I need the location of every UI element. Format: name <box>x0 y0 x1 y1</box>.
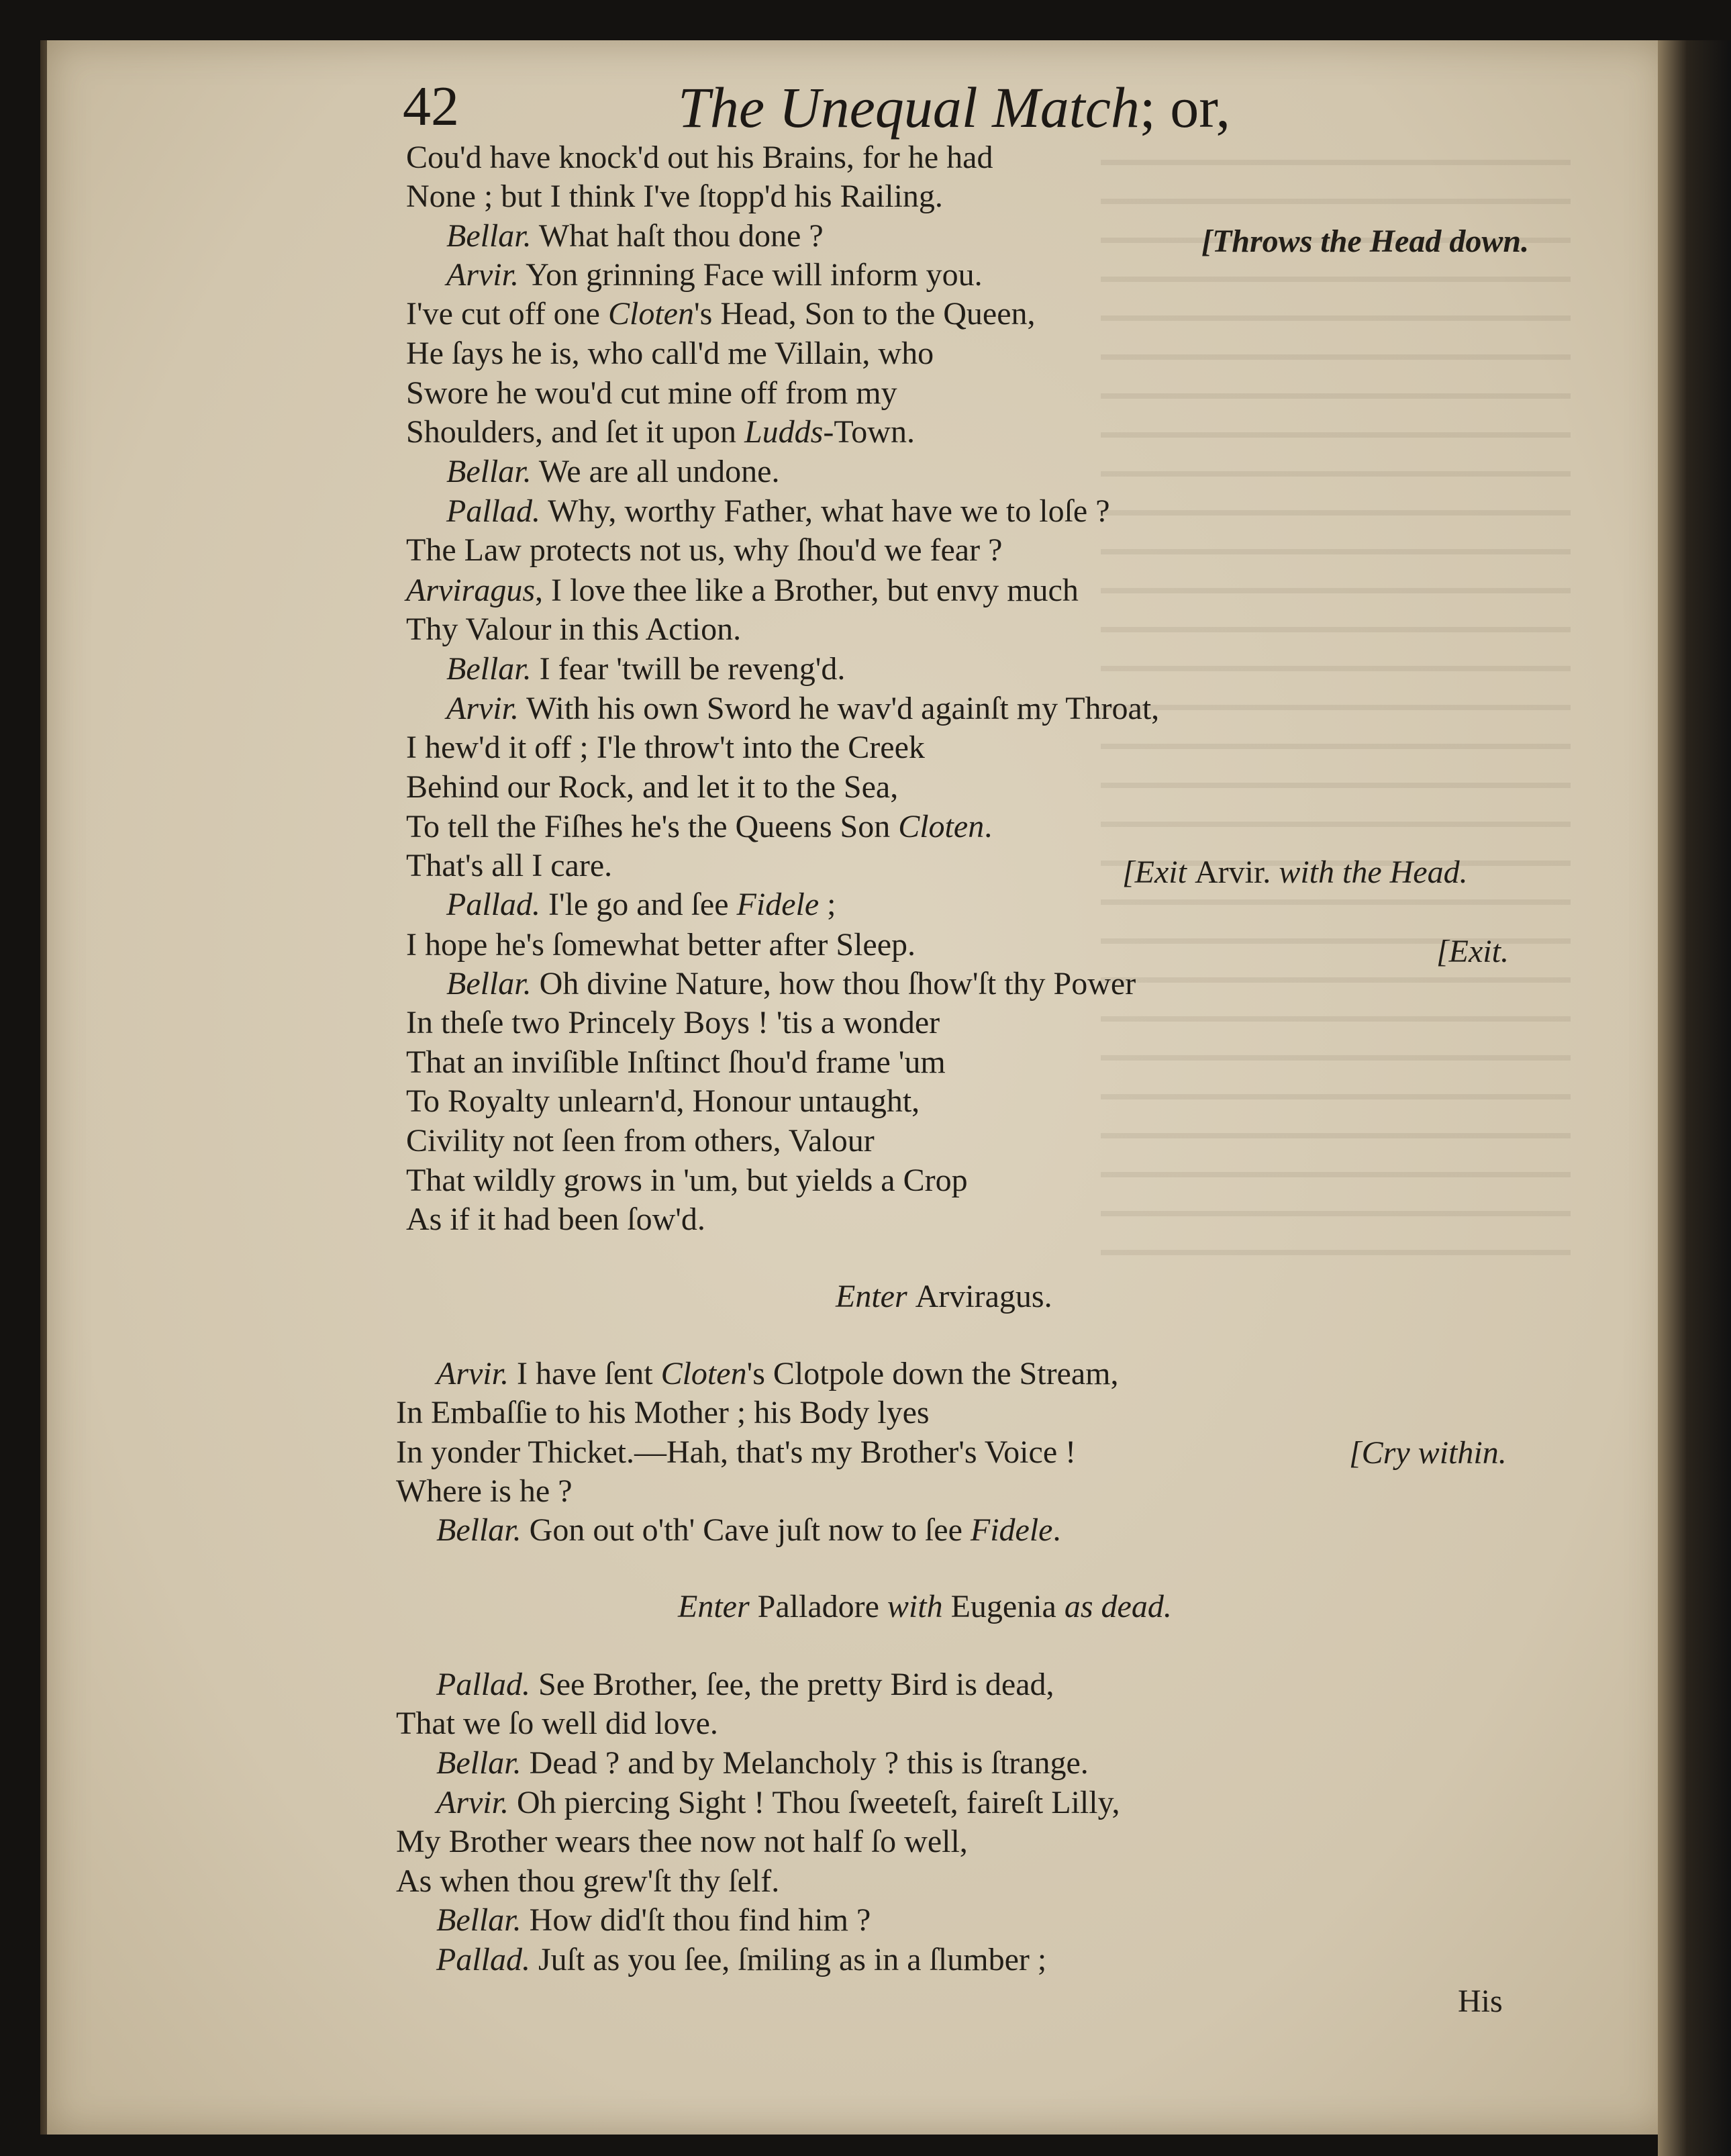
speaker-name: Arvir. <box>446 257 519 293</box>
text-line <box>406 846 612 886</box>
line-text: Shoulders, and ſet it upon <box>406 414 744 450</box>
text-line <box>406 1199 705 1240</box>
book-right-edge <box>1658 40 1731 2156</box>
text-line <box>446 649 845 689</box>
text-line <box>406 571 1079 611</box>
text-line <box>436 1783 1120 1823</box>
line-text: As when thou grew'ſt thy ſelf. <box>396 1863 780 1899</box>
text-line <box>406 1081 920 1122</box>
line-text: Gon out o'th' Cave juſt now to ſee <box>529 1512 971 1548</box>
text-line <box>436 1354 1119 1394</box>
text-line <box>446 216 824 256</box>
text-line <box>446 964 1136 1004</box>
line-text: He ſays he is, who call'd me Villain, who <box>406 336 934 371</box>
text-line <box>406 1121 875 1161</box>
text-line <box>436 1743 1089 1783</box>
line-text: That we ſo well did love. <box>396 1706 718 1741</box>
text-line <box>406 728 925 768</box>
line-text: To Royalty unlearn'd, Honour untaught, <box>406 1083 920 1119</box>
line-text: , I love thee like a Brother, but envy much <box>535 573 1079 608</box>
text-line <box>406 138 993 178</box>
line-text: Cou'd have knock'd out his Brains, for he had <box>406 140 993 175</box>
stage-direction-cry-within: [Cry within. <box>1349 1435 1507 1471</box>
speaker-name: Bellar. <box>436 1512 522 1548</box>
italic-name: Cloten <box>898 809 985 844</box>
text-line <box>396 1393 930 1433</box>
text-line <box>406 1003 940 1043</box>
line-text: Juſt as you ſee, ſmiling as in a ſlumber ; <box>538 1942 1047 1977</box>
line-text: None ; but I think I've ſtopp'd his Railing. <box>406 179 943 214</box>
italic-name: Ludds <box>744 414 824 450</box>
text-line <box>406 294 1036 334</box>
page-number: 42 <box>403 75 459 138</box>
speaker-name: Bellar. <box>436 1902 522 1938</box>
text-line <box>436 1510 1060 1551</box>
line-text: See Brother, ſee, the pretty Bird is dead, <box>538 1667 1054 1702</box>
text-line <box>406 925 916 965</box>
speaker-name: Arvir. <box>436 1785 509 1820</box>
line-text: I hew'd it off ; I'le throw't into the Creek <box>406 730 925 765</box>
running-title-main: The Unequal Match <box>678 75 1140 140</box>
line-text: . <box>1052 1512 1061 1548</box>
speaker-name: Pallad. <box>446 493 540 529</box>
text-line <box>406 609 741 650</box>
line-text: -Town. <box>823 414 915 450</box>
running-title-tail: ; or, <box>1139 75 1230 140</box>
line-text: In theſe two Princely Boys ! 'tis a wonder <box>406 1005 940 1040</box>
text-line <box>396 1432 1076 1473</box>
line-text: . <box>984 809 993 844</box>
line-text: I've cut off one <box>406 296 608 332</box>
text-line <box>406 373 897 413</box>
page-header <box>0 74 1731 140</box>
italic-name: Cloten <box>660 1356 747 1391</box>
text-line <box>446 452 779 492</box>
text-line <box>406 530 1002 571</box>
line-text: Swore he wou'd cut mine off from my <box>406 375 897 411</box>
line-text: As if it had been ſow'd. <box>406 1202 705 1237</box>
line-text: In Embaſſie to his Mother ; his Body lyes <box>396 1395 930 1430</box>
line-text: In yonder Thicket.—Hah, that's my Brother's Voice ! <box>396 1434 1077 1470</box>
line-text: The Law protects not us, why ſhou'd we fear ? <box>406 532 1003 568</box>
italic-name: Cloten <box>607 296 694 332</box>
text-line <box>436 1940 1046 1980</box>
text-line <box>406 412 915 452</box>
speaker-name: Arvir. <box>446 691 519 726</box>
line-text: ; <box>819 887 836 922</box>
stage-direction-exit: [Exit. <box>1436 934 1509 969</box>
line-text: Dead ? and by Melancholy ? this is ſtrange. <box>529 1745 1089 1781</box>
line-text: I hope he's ſomewhat better after Sleep. <box>406 927 916 963</box>
speaker-name: Pallad. <box>436 1667 530 1702</box>
italic-name: Fidele <box>736 887 820 922</box>
text-line <box>446 491 1110 532</box>
line-text: Oh piercing Sight ! Thou ſweeteſt, faireſt Lilly, <box>517 1785 1120 1820</box>
show-through-bleed <box>1101 134 1571 1275</box>
text-line <box>406 1161 968 1201</box>
speaker-name: Bellar. <box>446 454 532 489</box>
line-text: My Brother wears thee now not half ſo well, <box>396 1824 968 1859</box>
line-text: Oh divine Nature, how thou ſhow'ſt thy Power <box>539 966 1136 1001</box>
line-text: I fear 'twill be reveng'd. <box>539 651 846 687</box>
stage-direction-throws-head: [Throws the Head down. <box>1201 224 1530 259</box>
stage-direction-enter-arviragus: Enter Arviragus. <box>836 1279 1052 1314</box>
line-text: 's Clotpole down the Stream, <box>746 1356 1119 1391</box>
speaker-name: Arvir. <box>436 1356 509 1391</box>
text-line <box>446 689 1159 729</box>
text-line <box>436 1665 1054 1705</box>
text-line <box>406 1042 946 1083</box>
text-line <box>406 807 992 847</box>
line-text: That an inviſible Inſtinct ſhou'd frame 'um <box>406 1044 946 1080</box>
speaker-name: Pallad. <box>446 887 540 922</box>
text-line <box>406 767 898 807</box>
speaker-name: Pallad. <box>436 1942 530 1977</box>
text-line <box>406 334 934 374</box>
line-text: Civility not ſeen from others, Valour <box>406 1123 875 1159</box>
text-line <box>406 177 943 217</box>
line-text: Behind our Rock, and let it to the Sea, <box>406 769 899 805</box>
text-line <box>396 1471 573 1512</box>
line-text: Yon grinning Face will inform you. <box>526 257 983 293</box>
text-line <box>446 255 983 295</box>
text-line <box>396 1861 779 1902</box>
line-text: Where is he ? <box>396 1473 573 1509</box>
text-line <box>446 885 836 925</box>
line-text: Thy Valour in this Action. <box>406 611 742 647</box>
line-text: That's all I care. <box>406 848 613 883</box>
line-text: That wildly grows in 'um, but yields a Crop <box>406 1163 968 1198</box>
speaker-name: Bellar. <box>446 218 532 254</box>
line-text: 's Head, Son to the Queen, <box>693 296 1036 332</box>
text-line <box>396 1704 718 1744</box>
line-text: To tell the Fiſhes he's the Queens Son <box>406 809 899 844</box>
text-line <box>396 1822 968 1862</box>
line-text: What haſt thou done ? <box>538 218 824 254</box>
italic-name: Arviragus <box>406 573 535 608</box>
line-text: I have ſent <box>517 1356 661 1391</box>
stage-direction-exit-arvir: [Exit Arvir. with the Head. <box>1122 854 1468 890</box>
running-title <box>678 74 1230 141</box>
speaker-name: Bellar. <box>446 651 532 687</box>
line-text: I'le go and ſee <box>548 887 737 922</box>
speaker-name: Bellar. <box>446 966 532 1001</box>
text-line <box>436 1900 871 1941</box>
catchword: His <box>1458 1983 1503 2019</box>
stage-direction-enter-palladore: Enter Palladore with Eugenia as dead. <box>678 1589 1172 1624</box>
line-text: Why, worthy Father, what have we to loſe ? <box>548 493 1110 529</box>
line-text: With his own Sword he wav'd againſt my Throat, <box>526 691 1160 726</box>
speaker-name: Bellar. <box>436 1745 522 1781</box>
line-text: We are all undone. <box>538 454 780 489</box>
italic-name: Fidele <box>970 1512 1053 1548</box>
line-text: How did'ſt thou find him ? <box>529 1902 871 1938</box>
